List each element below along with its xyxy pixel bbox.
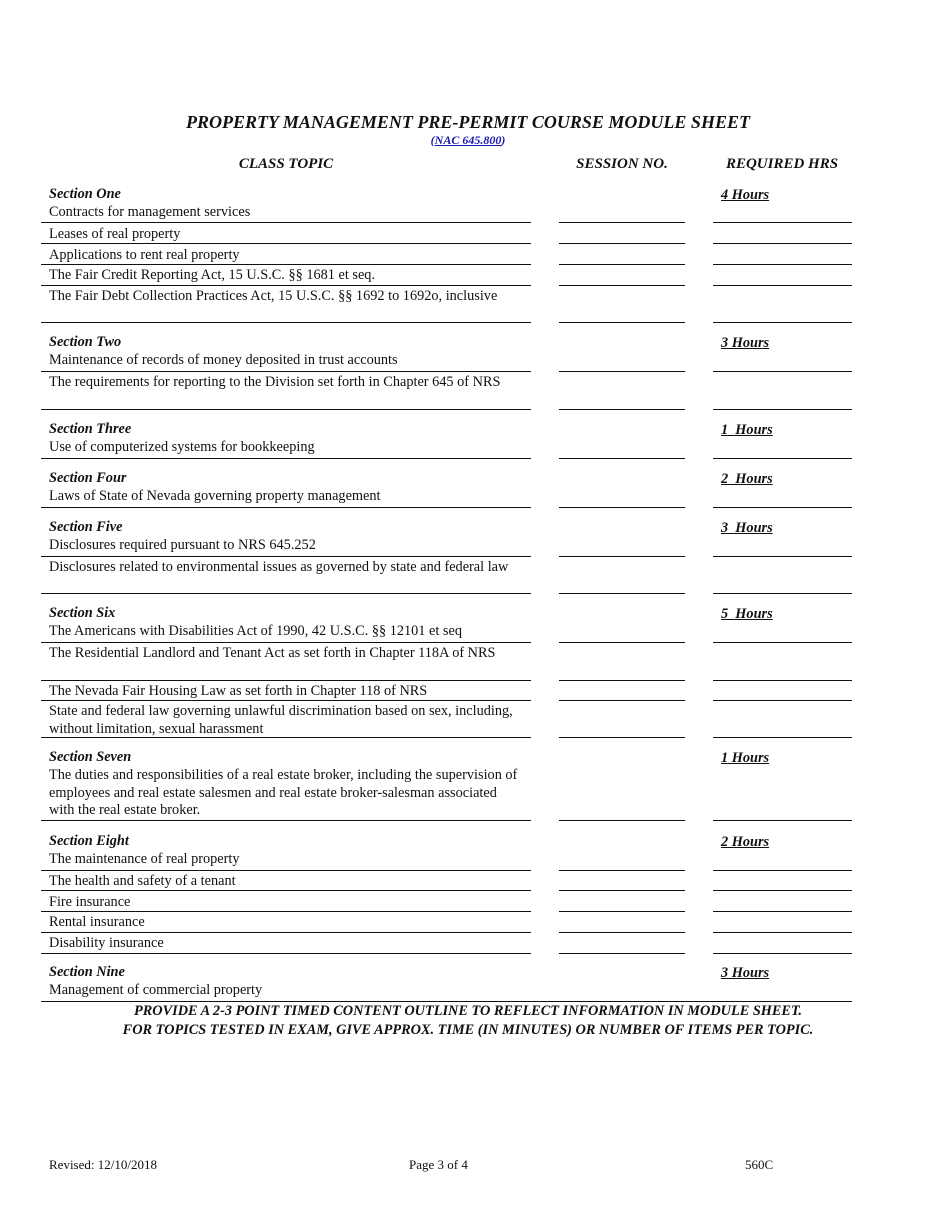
topic-text: The maintenance of real property (49, 850, 240, 867)
required-hours-value: 3 Hours (721, 520, 773, 536)
class-topic-cell (41, 873, 531, 891)
class-topic-cell (41, 421, 531, 457)
class-topic-underline (41, 264, 531, 265)
required-hrs-field[interactable] (713, 264, 852, 265)
topic-text: Disability insurance (49, 935, 164, 951)
class-topic-underline (41, 556, 531, 557)
topic-text: The requirements for reporting to the Division set forth in Chapter 645 of NRS (49, 374, 501, 390)
footer-revised: Revised: 12/10/2018 (49, 1157, 157, 1172)
topic-text: Use of computerized systems for bookkeeping (49, 438, 315, 455)
session-no-field[interactable] (559, 642, 685, 643)
session-no-field[interactable] (559, 264, 685, 265)
column-header-required-hrs: REQUIRED HRS (725, 156, 839, 172)
class-topic-underline (41, 700, 531, 701)
instruction-note-1: PROVIDE A 2-3 POINT TIMED CONTENT OUTLINE TO REFLECT INFORMATION IN MODULE SHEET. (134, 1003, 802, 1019)
class-topic-underline (41, 322, 531, 323)
section-heading: Section Four (49, 470, 127, 486)
topic-text: Leases of real property (49, 226, 181, 242)
required-hours-value: 1 Hours (721, 750, 770, 766)
class-topic-cell (41, 833, 531, 869)
topic-text: The Americans with Disabilities Act of 1990, 42 U.S.C. §§ 12101 et seq (49, 622, 462, 639)
class-topic-cell (41, 749, 531, 820)
required-hours-value: 3 Hours (721, 335, 770, 351)
session-no-field[interactable] (559, 556, 685, 557)
required-hrs-field[interactable] (713, 243, 852, 244)
topic-text: Management of commercial property (49, 981, 263, 998)
session-no-field[interactable] (559, 870, 685, 871)
section-heading: Section Nine (49, 964, 125, 980)
class-topic-cell (41, 288, 531, 306)
topic-text: Disclosures related to environmental issues as governed by state and federal law (49, 559, 509, 575)
session-no-field[interactable] (559, 593, 685, 594)
section-heading: Section Seven (49, 749, 132, 765)
session-no-field[interactable] (559, 932, 685, 933)
class-topic-underline (41, 680, 531, 681)
required-hrs-field[interactable] (713, 953, 852, 954)
class-topic-cell (41, 964, 531, 1000)
footer-page-number: Page 3 of 4 (409, 1157, 468, 1172)
required-hours-value: 1 Hours (721, 422, 773, 438)
class-topic-underline (41, 890, 531, 891)
required-hrs-field[interactable] (713, 911, 852, 912)
class-topic-underline (41, 953, 531, 954)
class-topic-underline (41, 870, 531, 871)
topic-text: State and federal law governing unlawful discrimination based on sex, including, without limitation, sexual harassment (49, 703, 513, 737)
topic-text: The Fair Debt Collection Practices Act, 15 U.S.C. §§ 1692 to 1692o, inclusive (49, 288, 498, 304)
class-topic-underline (41, 243, 531, 244)
instruction-note-2: FOR TOPICS TESTED IN EXAM, GIVE APPROX. TIME (IN MINUTES) OR NUMBER OF ITEMS PER TOPIC. (122, 1022, 814, 1038)
required-hrs-field[interactable] (713, 737, 852, 738)
class-topic-underline (41, 820, 531, 821)
required-hrs-field[interactable] (713, 593, 852, 594)
required-hrs-field[interactable] (713, 890, 852, 891)
session-no-field[interactable] (559, 322, 685, 323)
class-topic-underline (41, 285, 531, 286)
topic-text: The duties and responsibilities of a real estate broker, including the supervision of employees and real estate salesmen and real estate broker-salesman associated with the real estate broker. (49, 766, 518, 819)
topic-text: The health and safety of a tenant (49, 873, 236, 889)
class-topic-underline (41, 222, 531, 223)
required-hrs-field[interactable] (713, 371, 852, 372)
topic-text: Fire insurance (49, 894, 131, 910)
session-no-field[interactable] (559, 371, 685, 372)
class-topic-cell (41, 267, 531, 285)
class-topic-cell (41, 559, 531, 577)
required-hours-value: 2 Hours (721, 471, 773, 487)
section-heading: Section Eight (49, 833, 129, 849)
session-no-field[interactable] (559, 243, 685, 244)
required-hrs-field[interactable] (713, 285, 852, 286)
reference-open: ( (430, 133, 435, 147)
session-no-field[interactable] (559, 680, 685, 681)
required-hrs-field[interactable] (713, 409, 852, 410)
class-topic-cell (41, 374, 531, 392)
session-no-field[interactable] (559, 507, 685, 508)
class-topic-cell (41, 645, 531, 663)
required-hrs-field[interactable] (713, 458, 852, 459)
class-topic-underline (41, 458, 531, 459)
required-hrs-field[interactable] (713, 700, 852, 701)
topic-text: The Fair Credit Reporting Act, 15 U.S.C. §§ 1681 et seq. (49, 267, 376, 283)
section-heading: Section One (49, 186, 121, 202)
section-heading: Section Five (49, 519, 123, 535)
class-topic-cell (41, 470, 531, 506)
topic-text: Laws of State of Nevada governing property management (49, 487, 381, 504)
session-no-field[interactable] (559, 890, 685, 891)
topic-text: Disclosures required pursuant to NRS 645.252 (49, 536, 316, 553)
required-hrs-field[interactable] (713, 507, 852, 508)
required-hrs-field[interactable] (713, 222, 852, 223)
session-no-field[interactable] (559, 911, 685, 912)
class-topic-underline (41, 932, 531, 933)
class-topic-underline (41, 593, 531, 594)
class-topic-cell (41, 914, 531, 932)
column-header-class-topic: CLASS TOPIC (238, 156, 334, 172)
topic-text: Contracts for management services (49, 203, 251, 220)
session-no-field[interactable] (559, 409, 685, 410)
session-no-field[interactable] (559, 458, 685, 459)
session-no-field[interactable] (559, 737, 685, 738)
page-title: PROPERTY MANAGEMENT PRE-PERMIT COURSE MODULE SHEET (186, 112, 750, 132)
session-no-field[interactable] (559, 285, 685, 286)
section-heading: Section Two (49, 334, 122, 350)
class-topic-underline (41, 911, 531, 912)
required-hrs-field[interactable] (713, 680, 852, 681)
class-topic-underline (41, 737, 531, 738)
required-hours-value: 4 Hours (721, 187, 770, 203)
required-hrs-field[interactable] (713, 932, 852, 933)
session-no-field[interactable] (559, 222, 685, 223)
reference-close: ) (501, 133, 506, 147)
required-hrs-field[interactable] (713, 322, 852, 323)
class-topic-cell (41, 935, 531, 953)
column-header-session-no: SESSION NO. (576, 156, 668, 172)
required-hours-value: 5 Hours (721, 606, 773, 622)
class-topic-cell (41, 703, 531, 739)
topic-text: Applications to rent real property (49, 247, 240, 263)
class-topic-underline (41, 507, 531, 508)
required-hours-value: 3 Hours (721, 965, 770, 981)
section-heading: Section Six (49, 605, 116, 621)
required-hours-value: 2 Hours (721, 834, 770, 850)
session-no-field[interactable] (559, 820, 685, 821)
class-topic-cell (41, 894, 531, 912)
required-hrs-field[interactable] (713, 820, 852, 821)
topic-text: The Residential Landlord and Tenant Act as set forth in Chapter 118A of NRS (49, 645, 496, 661)
required-hrs-field[interactable] (713, 642, 852, 643)
class-topic-underline (41, 371, 531, 372)
class-topic-cell (41, 519, 531, 555)
nac-link[interactable]: NAC 645.800 (434, 133, 502, 147)
session-no-field[interactable] (559, 953, 685, 954)
class-topic-cell (41, 605, 531, 641)
class-topic-cell (41, 683, 531, 701)
topic-text: Rental insurance (49, 914, 145, 930)
class-topic-cell (41, 226, 531, 244)
class-topic-cell (41, 247, 531, 265)
session-no-field[interactable] (559, 700, 685, 701)
class-topic-underline (41, 642, 531, 643)
topic-text: Maintenance of records of money deposited in trust accounts (49, 351, 398, 368)
class-topic-cell (41, 334, 531, 370)
class-topic-underline (41, 409, 531, 410)
topic-text: The Nevada Fair Housing Law as set forth in Chapter 118 of NRS (49, 683, 428, 699)
required-hrs-field[interactable] (713, 556, 852, 557)
section-heading: Section Three (49, 421, 132, 437)
class-topic-cell (41, 186, 531, 222)
required-hrs-field[interactable] (713, 870, 852, 871)
footer-form-number: 560C (745, 1157, 774, 1172)
